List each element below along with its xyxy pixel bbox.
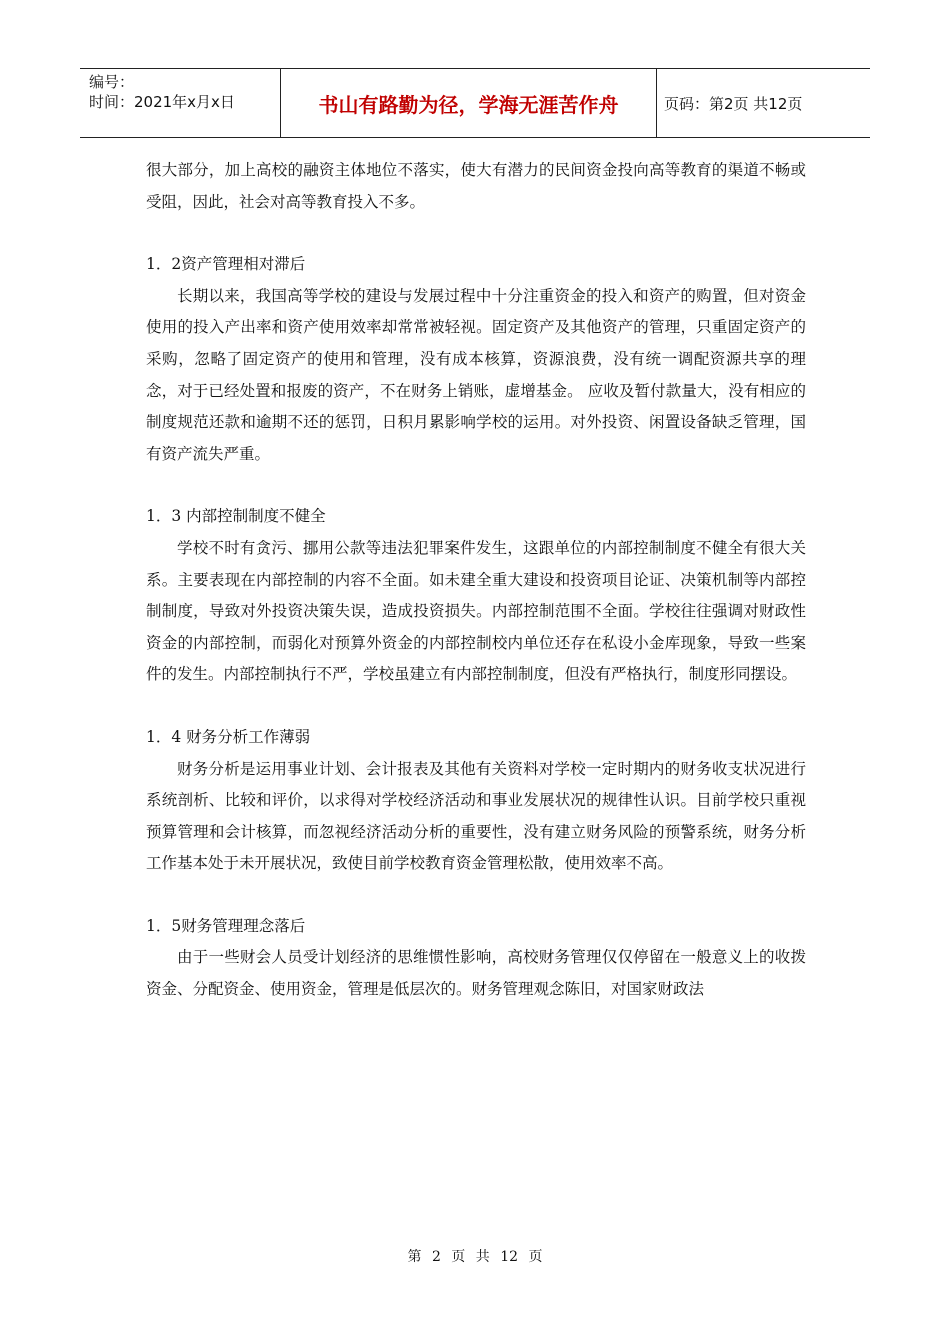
page-header: [80, 68, 870, 138]
section-heading-1-2: 1．2资产管理相对滞后: [146, 255, 306, 274]
section-heading-1-4: 1．4 财务分析工作薄弱: [146, 727, 311, 746]
document-body: [146, 155, 806, 1006]
header-page-info: 页码：第2页 共12页: [664, 95, 803, 113]
section-paragraph-1-5: 由于一些财会人员受计划经济的思维惯性影响，高校财务管理仅仅停留在一般意义上的收拨资金、分配资金、使用资金，管理是低层次的。财务管理观念陈旧，对国家财政法: [146, 948, 806, 999]
section-paragraph-1-2: 长期以来，我国高等学校的建设与发展过程中十分注重资金的投入和资产的购置，但对资金使用的投入产出率和资产使用效率却常常被轻视。固定资产及其他资产的管理，只重固定资产的采购，忽略了固定资产的使用和管理，没有成本核算，资源浪费，没有统一调配资源共享的理念，对于已经处置和报废的资产，不在财务上销账，虚增基金。 应收及暂付款量大，没有相应的制度规范还款和逾期不还的惩罚，日积月累影响学校的运用。对外投资、闲置设备缺乏管理，国有资产流失严重。: [146, 286, 806, 463]
header-meta: [89, 72, 235, 112]
page-footer: 第 2 页 共 12 页: [407, 1249, 543, 1265]
header-divider: [656, 69, 657, 137]
section-paragraph-1-4: 财务分析是运用事业计划、会计报表及其他有关资料对学校一定时期内的财务收支状况进行系统剖析、比较和评价，以求得对学校经济活动和事业发展状况的规律性认识。目前学校只重视预算管理和会计核算，而忽视经济活动分析的重要性，没有建立财务风险的预警系统，财务分析工作基本处于未开展状况，致使目前学校教育资金管理松散，使用效率不高。: [146, 759, 806, 873]
document-time-label: 时间：2021年x月x日: [89, 93, 235, 111]
section-paragraph-1-3: 学校不时有贪污、挪用公款等违法犯罪案件发生，这跟单位的内部控制制度不健全有很大关系。主要表现在内部控制的内容不全面。如未建全重大建设和投资项目论证、决策机制等内部控制制度，导致对外投资决策失误，造成投资损失。内部控制范围不全面。学校往往强调对财政性资金的内部控制，而弱化对预算外资金的内部控制校内单位还存在私设小金库现象，导致一些案件的发生。内部控制执行不严，学校虽建立有内部控制制度，但没有严格执行，制度形同摆设。: [146, 538, 806, 684]
header-motto: 书山有路勤为径，学海无涯苦作舟: [318, 92, 619, 117]
section-heading-1-3: 1．3 内部控制制度不健全: [146, 507, 326, 526]
section-heading-1-5: 1．5财务管理理念落后: [146, 916, 306, 935]
intro-paragraph: 很大部分，加上高校的融资主体地位不落实，使大有潜力的民间资金投向高等教育的渠道不畅或受阻，因此，社会对高等教育投入不多。: [146, 161, 806, 211]
document-number-label: 编号：: [89, 73, 135, 91]
